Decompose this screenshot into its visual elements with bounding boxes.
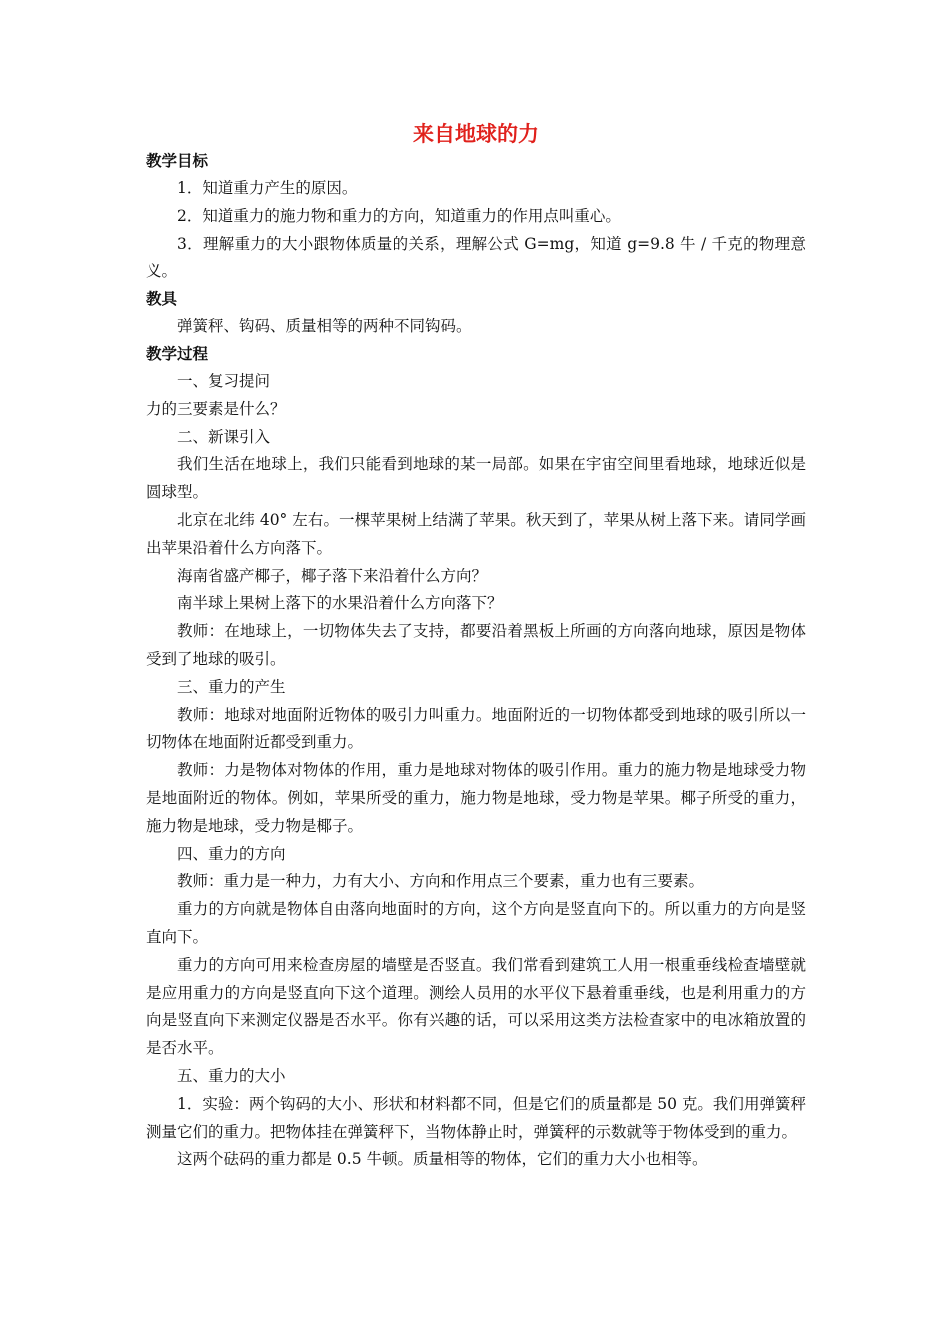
paragraph: 重力的方向就是物体自由落向地面时的方向，这个方向是竖直向下的。所以重力的方向是竖直向下。 <box>146 900 806 946</box>
subheading-gravity-direction: 四、重力的方向 <box>177 844 286 863</box>
tools-item: 弹簧秤、钩码、质量相等的两种不同钩码。 <box>177 317 472 336</box>
paragraph: 教师：重力是一种力，力有大小、方向和作用点三个要素，重力也有三要素。 <box>177 872 705 891</box>
paragraph: 这两个砝码的重力都是 0.5 牛顿。质量相等的物体，它们的重力大小也相等。 <box>177 1150 708 1169</box>
section-heading-objectives: 教学目标 <box>146 152 209 170</box>
paragraph: 教师：地球对地面附近物体的吸引力叫重力。地面附近的一切物体都受到地球的吸引所以一切物体在地面附近都受到重力。 <box>146 705 806 752</box>
subheading-gravity-origin: 三、重力的产生 <box>177 677 286 696</box>
paragraph: 海南省盛产椰子，椰子落下来沿着什么方向？ <box>177 566 488 585</box>
paragraph: 1．实验：两个钩码的大小、形状和材料都不同，但是它们的质量都是 50 克。我们用弹簧秤测量它们的重力。把物体挂在弹簧秤下，当物体静止时，弹簧秤的示数就等于物体受到的重力。 <box>146 1094 806 1141</box>
objective-item: 3．理解重力的大小跟物体质量的关系，理解公式 G=mg，知道 g=9.8 牛 / 千克的物理意义。 <box>146 234 806 281</box>
paragraph: 教师：在地球上，一切物体失去了支持，都要沿着黑板上所画的方向落向地球，原因是物体受到了地球的吸引。 <box>146 622 806 668</box>
paragraph: 教师：力是物体对物体的作用，重力是地球对物体的吸引作用。重力的施力物是地球受力物是地面附近的物体。例如，苹果所受的重力，施力物是地球，受力物是苹果。椰子所受的重力，施力物是地球，受力物是椰子。 <box>146 761 806 835</box>
section-heading-process: 教学过程 <box>146 344 209 363</box>
section-heading-tools: 教具 <box>146 290 178 309</box>
paragraph: 重力的方向可用来检查房屋的墙壁是否竖直。我们常看到建筑工人用一根重垂线检查墙壁就是应用重力的方向是竖直向下这个道理。测绘人员用的水平仪下悬着重垂线，也是利用重力的方向是竖直向下来测定仪器是否水平。你有兴趣的话，可以采用这类方法检查家中的电冰箱放置的是否水平。 <box>146 955 806 1058</box>
paragraph: 南半球上果树上落下的水果沿着什么方向落下？ <box>177 594 503 613</box>
objective-item: 1．知道重力产生的原因。 <box>177 179 358 197</box>
paragraph: 力的三要素是什么？ <box>146 399 286 418</box>
paragraph: 我们生活在地球上，我们只能看到地球的某一局部。如果在宇宙空间里看地球，地球近似是圆球型。 <box>146 455 806 502</box>
document-page <box>146 120 806 1174</box>
subheading-intro: 二、新课引入 <box>177 427 271 446</box>
subheading-gravity-magnitude: 五、重力的大小 <box>177 1066 286 1085</box>
document-title: 来自地球的力 <box>413 122 539 146</box>
paragraph: 北京在北纬 40° 左右。一棵苹果树上结满了苹果。秋天到了，苹果从树上落下来。请同学画出苹果沿着什么方向落下。 <box>146 510 806 557</box>
objective-item: 2．知道重力的施力物和重力的方向，知道重力的作用点叫重心。 <box>177 206 621 225</box>
subheading-review: 一、复习提问 <box>177 371 271 390</box>
